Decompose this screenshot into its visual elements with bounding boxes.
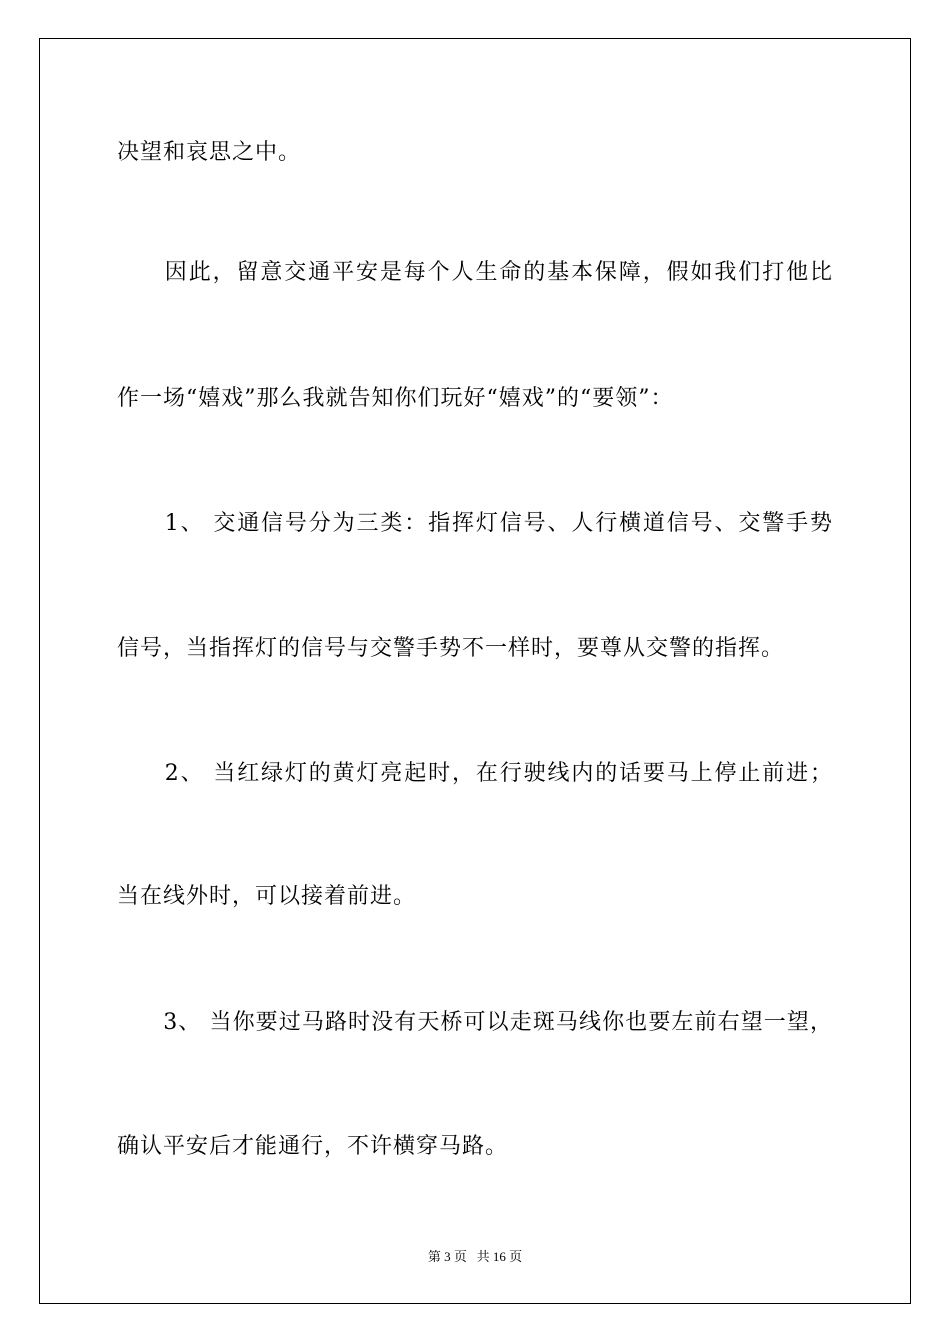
body-line-8: 3、 当你要过马路时没有天桥可以走斑马线你也要左前右望一望， bbox=[117, 1010, 833, 1035]
page-number: 第 3 页 bbox=[427, 1249, 467, 1264]
body-line-1: 决望和哀思之中。 bbox=[117, 140, 302, 165]
body-line-9: 确认平安后才能通行，不许横穿马路。 bbox=[117, 1134, 509, 1159]
page-frame bbox=[39, 38, 911, 1304]
body-line-2: 因此，留意交通平安是每个人生命的基本保障，假如我们打他比 bbox=[117, 260, 833, 285]
body-line-7: 当在线外时，可以接着前进。 bbox=[117, 884, 417, 909]
body-line-5: 信号，当指挥灯的信号与交警手势不一样时，要尊从交警的指挥。 bbox=[117, 636, 785, 661]
body-line-6: 2、 当红绿灯的黄灯亮起时，在行驶线内的话要马上停止前进； bbox=[117, 761, 833, 786]
total-pages: 共 16 页 bbox=[476, 1249, 523, 1264]
page-footer bbox=[0, 1248, 950, 1266]
body-line-3: 作一场“嬉戏”那么我就告知你们玩好“嬉戏”的“要领”： bbox=[117, 386, 674, 411]
body-line-4: 1、 交通信号分为三类：指挥灯信号、人行横道信号、交警手势 bbox=[117, 511, 833, 536]
